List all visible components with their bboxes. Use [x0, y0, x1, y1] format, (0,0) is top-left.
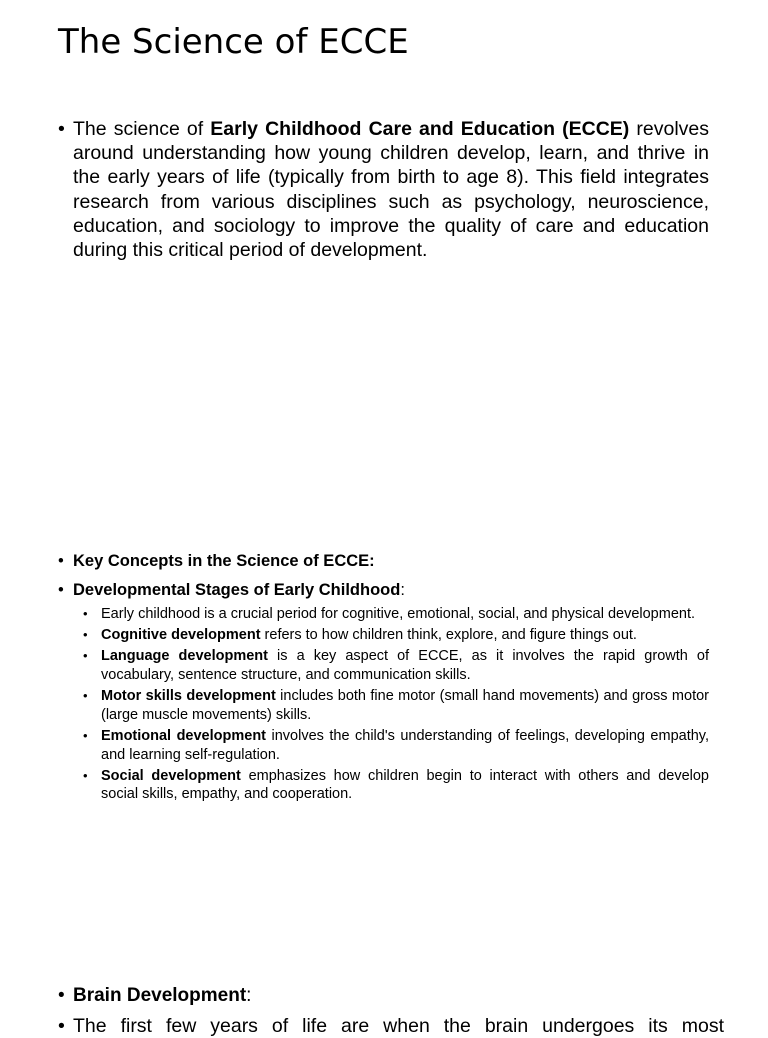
intro-paragraph — [58, 117, 709, 262]
list-item-bold: Language development — [101, 648, 268, 665]
list-item-text: involves the child's understanding of feelings, developing empathy, and learning self-regulation. — [101, 727, 709, 763]
list-item-text: refers to how children think, explore, and figure things out. — [260, 627, 637, 644]
list-item-bold: Emotional development — [101, 727, 267, 744]
list-item-bold: Cognitive development — [101, 627, 261, 644]
brain-development-colon: : — [246, 985, 252, 1006]
key-concepts-heading-text: Key Concepts in the Science of ECCE: — [73, 552, 375, 570]
list-item — [83, 626, 709, 645]
list-item-text: includes both fine motor (small hand movements) and gross motor (large muscle movements) skills. — [101, 688, 709, 723]
developmental-stages-heading — [58, 579, 709, 601]
developmental-stages-colon: : — [400, 581, 405, 599]
key-concepts-list — [58, 550, 709, 608]
list-item — [83, 687, 709, 724]
list-item — [83, 727, 709, 764]
intro-text-pre: The science of — [73, 118, 211, 140]
page-title: The Science of ECCE — [58, 22, 409, 62]
intro-text-bold: Early Childhood Care and Education (ECCE) — [210, 118, 630, 140]
brain-development-text: Brain Development — [73, 985, 247, 1006]
list-item-text: is a key aspect of ECCE, as it involves the rapid growth of vocabulary, sentence structure, and communication skills. — [101, 648, 709, 683]
list-item-bold: Social development — [101, 767, 241, 784]
intro-list — [58, 117, 709, 262]
brain-development-heading — [58, 984, 709, 1008]
intro-text-post: revolves around understanding how young children develop, learn, and thrive in the early years of life (typically from birth to age 8). This field integrates research from various disciplines such as psychology, neuroscience, education, and sociology to improve the quality of care and education during this critical period of development. — [73, 118, 710, 262]
brain-development-list — [58, 984, 709, 1013]
list-item-text: Early childhood is a crucial period for cognitive, emotional, social, and physical development. — [101, 606, 696, 622]
list-item — [83, 767, 709, 804]
brain-development-cut-line: • The first few years of life are when the brain undergoes its most — [58, 1014, 724, 1038]
development-sub-list — [83, 605, 709, 807]
list-item-bold: Motor skills development — [101, 688, 276, 705]
developmental-stages-text: Developmental Stages of Early Childhood — [73, 581, 401, 599]
list-item — [83, 647, 709, 684]
list-item — [83, 605, 709, 624]
key-concepts-heading — [58, 550, 709, 572]
list-item-text: emphasizes how children begin to interact with others and develop social skills, empathy, and cooperation. — [101, 767, 709, 803]
